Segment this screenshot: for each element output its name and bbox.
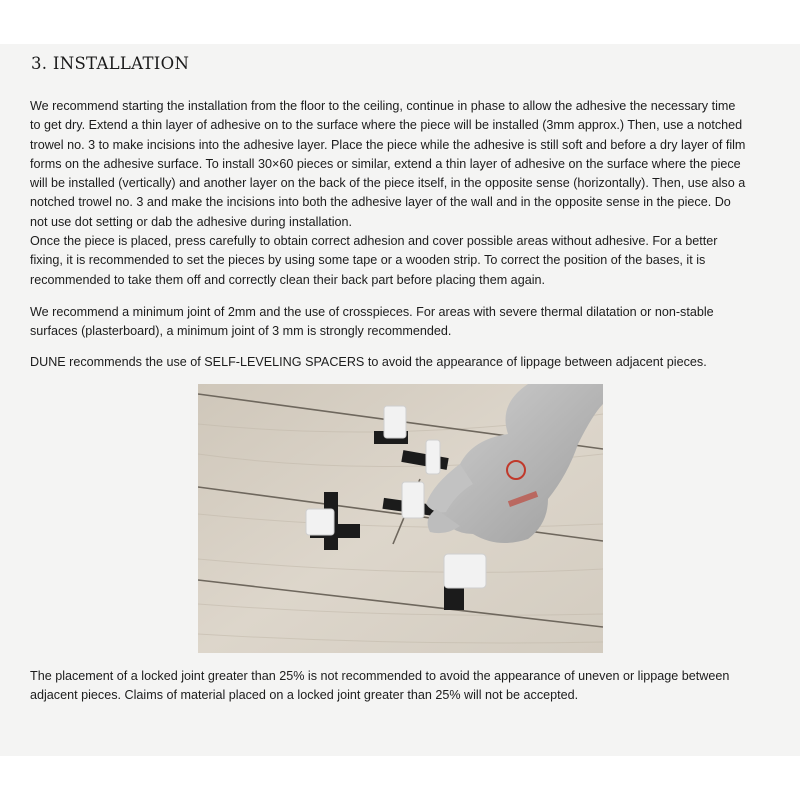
text-line: The placement of a locked joint greater than 25% is not recommended to avoid the appearance of uneven or lippage between	[30, 669, 730, 683]
text-line: notched trowel no. 3 and make the incisions into both the adhesive layer of the wall and in the opposite sense in the piece. Do	[30, 195, 731, 210]
text-line: Once the piece is placed, press carefully to obtain correct adhesion and cover possible areas without adhesive. For a better	[30, 234, 718, 249]
leveling-spacers-photo	[198, 384, 603, 653]
text-line: forms on the adhesive surface. To install 30×60 pieces or similar, extend a thin layer of adhesive on the surface where the piece	[30, 156, 741, 171]
text-line: adjacent pieces. Claims of material placed on a locked joint greater than 25% will not be accepted.	[30, 688, 579, 703]
paragraph-spacers	[30, 353, 778, 372]
text-line: fixing, it is recommended to set the pieces by using some tape or a wooden strip. To correct the position of the bases, it is	[30, 253, 706, 268]
text-line: to get dry. Extend a thin layer of adhesive on to the surface where the piece will be installed (3mm approx.) Then, use a notched	[30, 118, 743, 133]
section-title: 3. INSTALLATION	[31, 54, 190, 73]
text-line: We recommend starting the installation from the floor to the ceiling, continue in phase to allow the adhesive the necessary time	[30, 99, 736, 113]
paragraph-installation-steps	[30, 97, 778, 290]
paragraph-locked-joint	[30, 667, 778, 706]
photo-illustration	[198, 384, 603, 653]
text-line: not use dot setting or dab the adhesive during installation.	[30, 214, 353, 229]
text-line: trowel no. 3 to make incisions into the adhesive layer. Place the piece while the adhesive is still soft and before a dry layer of film	[30, 137, 746, 152]
text-line: We recommend a minimum joint of 2mm and the use of crosspieces. For areas with severe thermal dilatation or non-stable	[30, 305, 714, 319]
text-line: will be installed (vertically) and another layer on the back of the piece itself, in the opposite sense (horizontally). Then, use also a	[30, 176, 746, 191]
text-line: surfaces (plasterboard), a minimum joint of 3 mm is strongly recommended.	[30, 324, 452, 339]
text-line: DUNE recommends the use of SELF-LEVELING SPACERS to avoid the appearance of lippage between adjacent pieces.	[30, 355, 707, 369]
text-line: recommended to take them off and correctly clean their back part before placing them again.	[30, 272, 545, 287]
installation-section	[0, 44, 800, 756]
paragraph-joint-recommendation	[30, 303, 778, 342]
